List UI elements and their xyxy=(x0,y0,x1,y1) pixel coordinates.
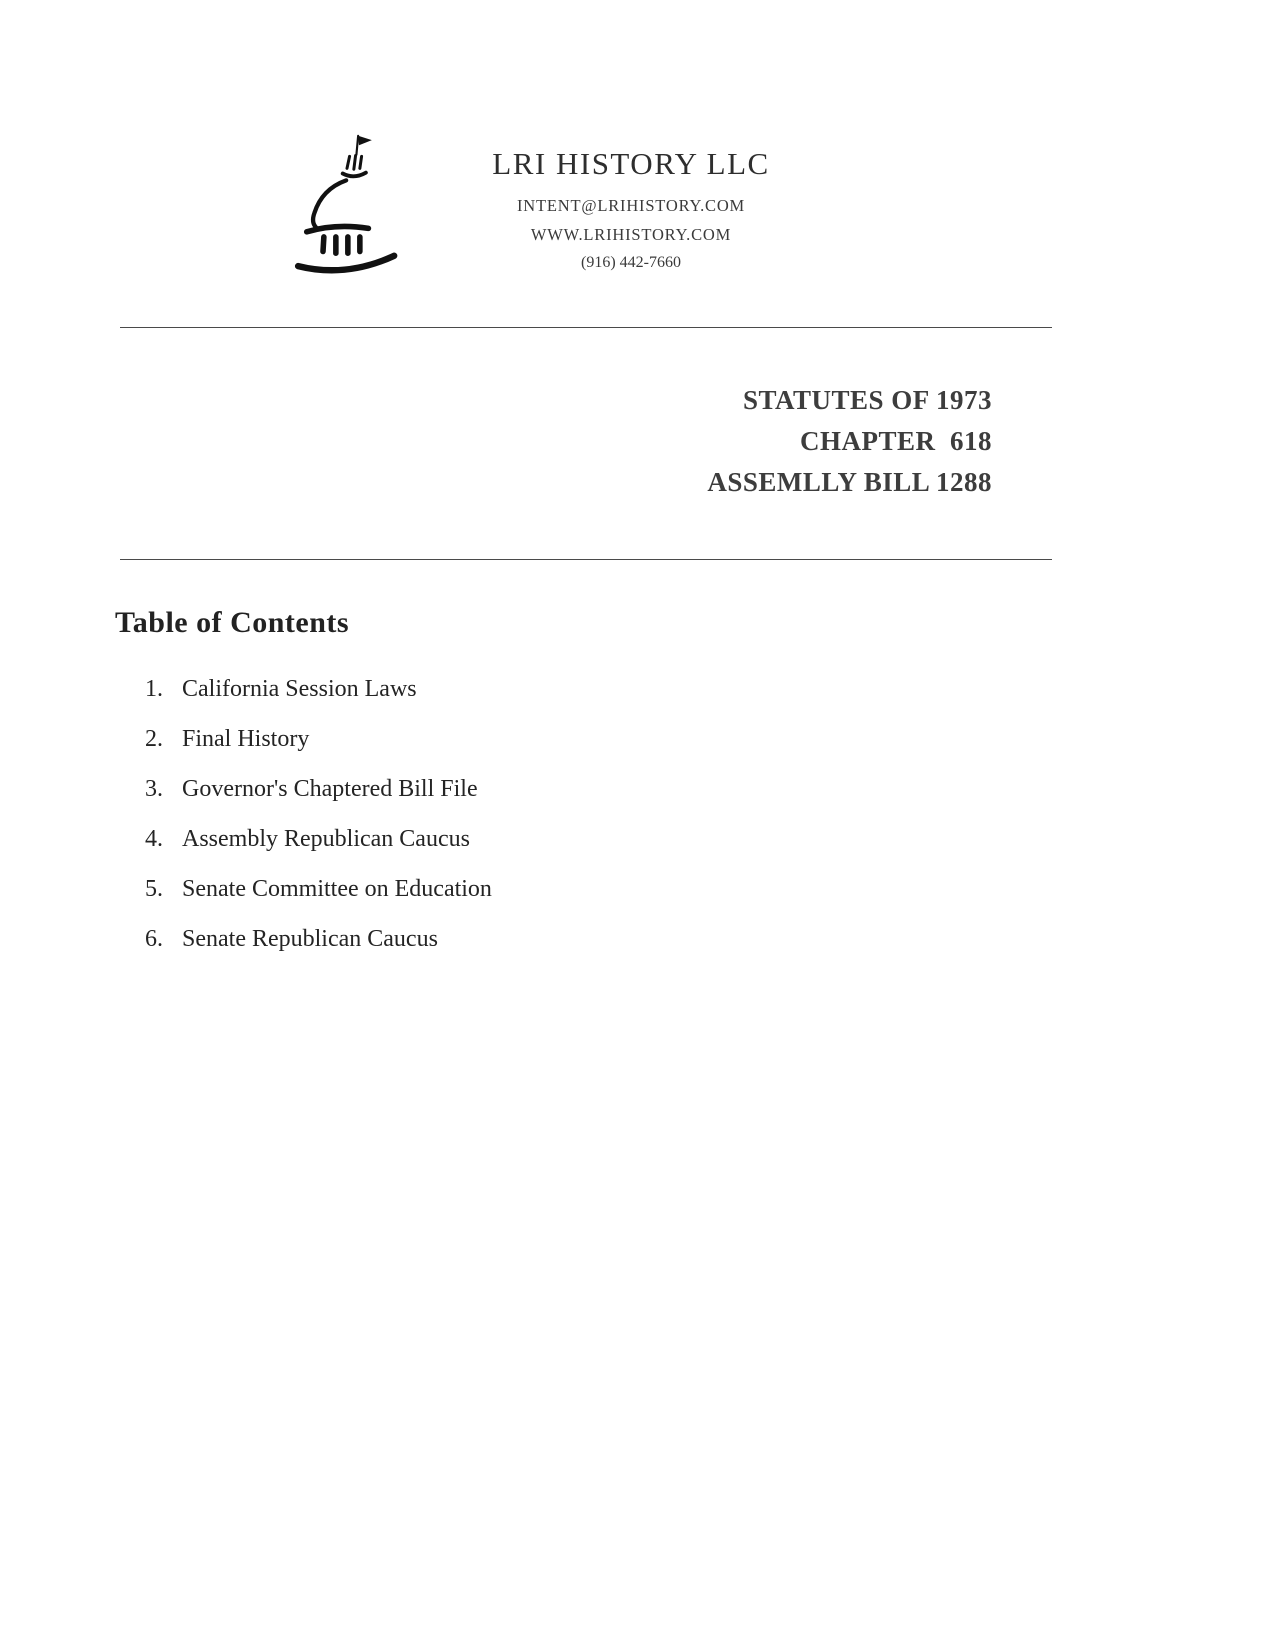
toc-item-number: 1. xyxy=(145,676,163,702)
divider-top xyxy=(120,327,1052,328)
toc-item-label: Senate Committee on Education xyxy=(182,876,492,902)
toc-item xyxy=(145,876,1276,903)
toc-item-number: 5. xyxy=(145,876,163,902)
divider-middle xyxy=(120,559,1052,560)
toc-item-label: Final History xyxy=(182,726,310,752)
toc-list xyxy=(145,676,1276,953)
company-name: LRI HISTORY LLC xyxy=(492,146,770,181)
company-phone: (916) 442-7660 xyxy=(581,254,681,271)
capitol-dome-sketch-icon xyxy=(293,126,413,281)
chapter-line: CHAPTER 618 xyxy=(799,426,992,456)
toc-item-label: California Session Laws xyxy=(182,676,417,702)
toc-item xyxy=(145,776,1276,803)
toc-item-number: 6. xyxy=(145,926,163,952)
toc-item xyxy=(145,676,1276,703)
toc-item xyxy=(145,926,1276,953)
letterhead xyxy=(293,126,1276,281)
assembly-bill-line: ASSEMLLY BILL 1288 xyxy=(707,467,992,497)
toc-item-number: 3. xyxy=(145,776,163,802)
company-email: INTENT@LRIHISTORY.COM xyxy=(516,196,746,215)
toc-item-label: Governor's Chaptered Bill File xyxy=(182,776,478,802)
toc-item xyxy=(145,826,1276,853)
statute-year-line: STATUTES OF 1973 xyxy=(742,385,992,415)
toc-item-number: 2. xyxy=(145,726,163,752)
toc-item-label: Assembly Republican Caucus xyxy=(182,826,470,852)
company-website: WWW.LRIHISTORY.COM xyxy=(530,225,732,244)
statute-title-block xyxy=(120,380,992,503)
toc-item-label: Senate Republican Caucus xyxy=(182,926,438,952)
toc-item-number: 4. xyxy=(145,826,163,852)
toc-heading: Table of Contents xyxy=(115,606,350,639)
letterhead-text xyxy=(461,126,801,272)
toc-item xyxy=(145,726,1276,753)
